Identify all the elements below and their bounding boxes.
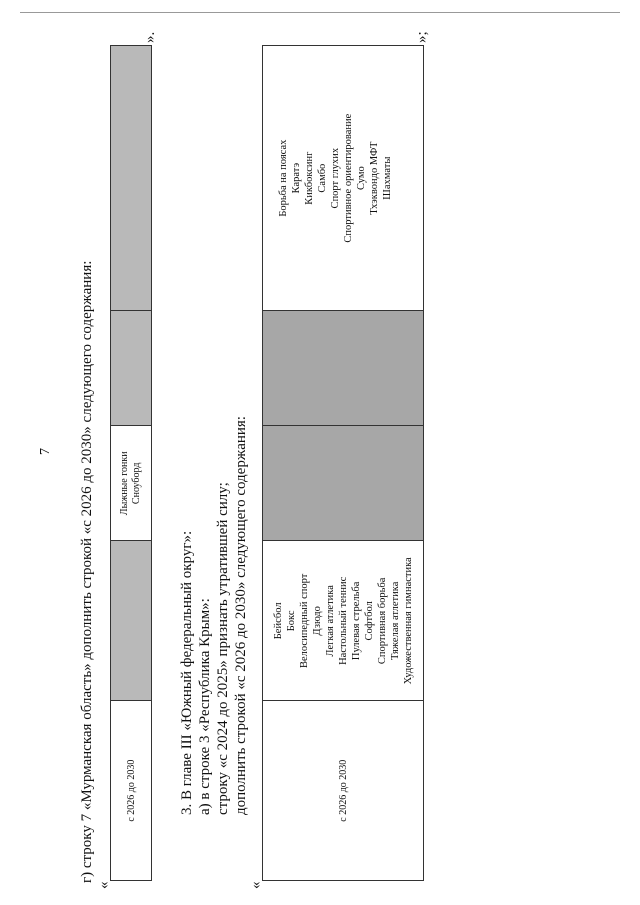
sport-item: Сумо — [356, 166, 367, 191]
sub-item-crimea: а) в строке 3 «Республика Крым»: — [197, 598, 213, 815]
rotated-page — [30, 15, 590, 895]
sport-item: Пулевая стрельба — [350, 581, 362, 661]
period-cell — [111, 701, 152, 881]
sport-item: Софтбол — [363, 601, 375, 641]
sports-cell — [111, 426, 152, 541]
sport-item: Сноуборд — [131, 462, 142, 505]
sport-item: Спорт глухих — [330, 147, 341, 209]
sport-item: Каратэ — [291, 162, 302, 194]
sport-item: Шахматы — [382, 156, 393, 200]
line-invalidate: строку «с 2024 до 2025» признать утратившей силу; — [215, 482, 231, 815]
sport-item: Бейсбол — [272, 602, 284, 640]
sport-item: Дзюдо — [311, 606, 323, 636]
sports-list-cell — [263, 541, 424, 701]
sport-item: Настольный теннис — [337, 576, 349, 665]
period-text: с 2026 до 2030 — [125, 759, 137, 822]
sport-item: Велосипедный спорт — [298, 573, 310, 668]
close-quote-bottom: »; — [414, 31, 430, 43]
sport-item: Тхэквондо МФТ — [369, 141, 380, 215]
sport-item: Бокс — [285, 610, 297, 632]
sport-item: Кикбоксинг — [304, 151, 315, 205]
murmansk-table — [110, 45, 152, 881]
close-quote-top: ». — [142, 31, 158, 43]
sport-item: Борьба на поясах — [278, 139, 289, 217]
crimea-table — [262, 45, 424, 881]
period-cell — [263, 701, 424, 881]
shaded-cell — [263, 311, 424, 426]
sport-item: Легкая атлетика — [324, 585, 336, 657]
line-add: дополнить строкой «с 2026 до 2030» следующего содержания: — [233, 416, 249, 815]
sport-item: Лыжные гонки — [119, 451, 130, 516]
instruction-murmansk: г) строку 7 «Мурманская область» дополнить строкой «с 2026 до 2030» следующего содержания: — [79, 260, 95, 883]
shaded-cell — [263, 426, 424, 541]
open-quote-bottom: « — [248, 881, 264, 889]
sport-item: Художественная гимнастика — [402, 557, 414, 685]
sports-list-cell — [263, 46, 424, 311]
sport-item: Спортивное ориентирование — [343, 113, 354, 243]
page-number: 7 — [38, 448, 53, 455]
sport-item: Спортивная борьба — [376, 577, 388, 665]
shaded-cell — [111, 541, 152, 701]
sport-item: Самбо — [317, 163, 328, 193]
heading-south-district: 3. В главе III «Южный федеральный округ»: — [179, 530, 195, 815]
shaded-cell — [111, 46, 152, 311]
period-text: с 2026 до 2030 — [337, 759, 349, 822]
sport-item: Тяжелая атлетика — [389, 581, 401, 661]
open-quote-top: « — [96, 881, 112, 889]
shaded-cell — [111, 310, 152, 425]
